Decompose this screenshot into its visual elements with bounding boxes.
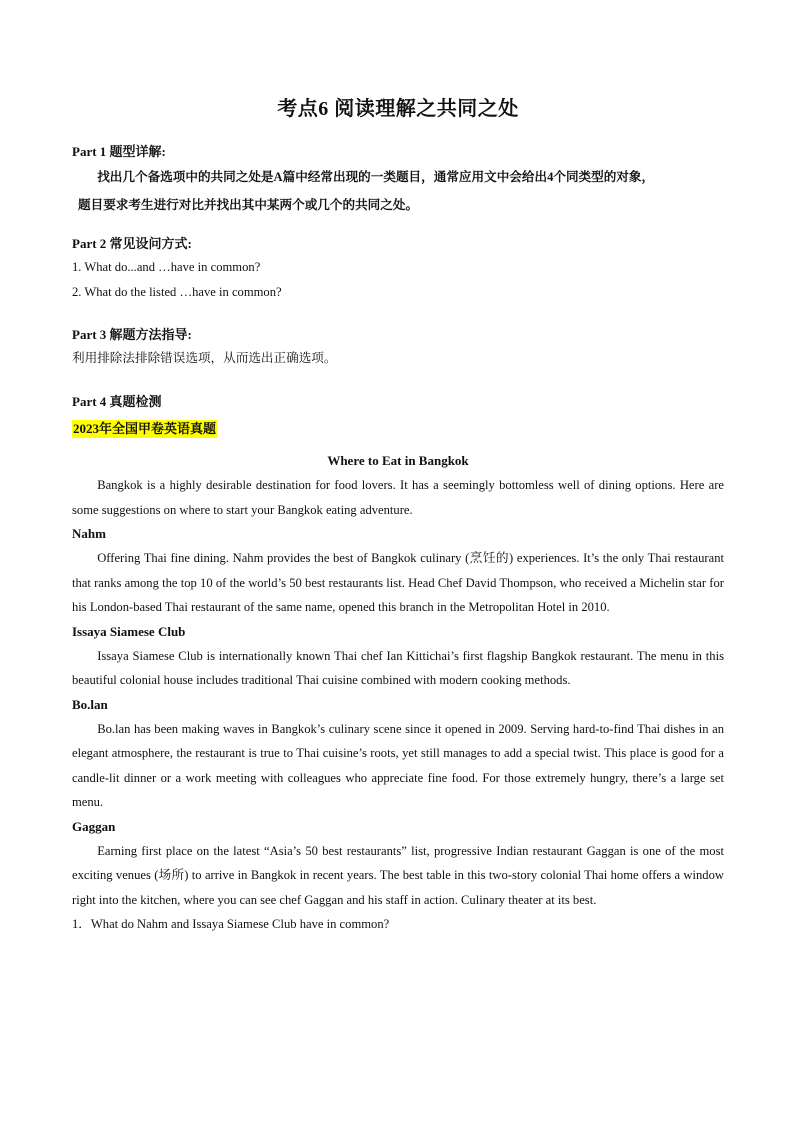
part3-heading: Part 3 解题方法指导:	[72, 327, 192, 342]
section-text-bolan: Bo.lan has been making waves in Bangkok’s culinary scene since it opened in 2009. Serving hard-to-find Thai dishes in an elegant atmosphere, the restaurant is true to Thai cuisine’s roots, yet still manages to add a special twist. This place is good for a candle-lit dinner or a work meeting with colleagues who appreciate fine food. For those extremely hungry, there’s a large set menu.	[72, 721, 724, 809]
section-name-gaggan: Gaggan	[72, 818, 116, 834]
part2-question-1: 1. What do...and …have in common?	[72, 260, 261, 274]
section-name-issaya: Issaya Siamese Club	[72, 623, 186, 639]
document-page	[72, 92, 724, 937]
section-text-gaggan: Earning first place on the latest “Asia’s 50 best restaurants” list, progressive Indian restaurant Gaggan is one of the most exciting venues (场所) to arrive in Bangkok in recent years. The best table in this two-story colonial Thai home offers a window right into the kitchen, where you can see chef Gaggan and his staff in action. Culinary theater at its best.	[72, 843, 724, 907]
section-name-bolan: Bo.lan	[72, 696, 108, 712]
part1-line2: 题目要求考生进行对比并找出其中某两个或几个的共同之处。	[78, 198, 419, 212]
part1-line1: 找出几个备选项中的共同之处是A篇中经常出现的一类题目，通常应用文中会给出4个同类型的对象，	[97, 170, 655, 184]
question-1: 1．What do Nahm and Issaya Siamese Club have in common?	[72, 917, 390, 931]
part4-heading: Part 4 真题检测	[72, 393, 162, 409]
article-intro: Bangkok is a highly desirable destination for food lovers. It has a seemingly bottomless well of dining options. Here are some suggestions on where to start your Bangkok eating adventure.	[72, 478, 724, 517]
part1-heading: Part 1 题型详解:	[72, 144, 166, 159]
section-text-issaya: Issaya Siamese Club is internationally known Thai chef Ian Kittichai’s first flagship Bangkok restaurant. The menu in this beautiful colonial house includes traditional Thai cuisine combined with modern cooking methods.	[72, 648, 724, 687]
section-name-nahm: Nahm	[72, 526, 106, 541]
section-text-nahm: Offering Thai fine dining. Nahm provides the best of Bangkok culinary (烹饪的) experiences. It’s the only Thai restaurant that ranks among the top 10 of the world’s 50 best restaurants list. Head Chef David Thompson, who received a Michelin star for his London-based Thai restaurant of the same name, opened this branch in the Metropolitan Hotel in 2010.	[72, 551, 724, 614]
part2-heading: Part 2 常见设问方式:	[72, 236, 192, 251]
article-title: Where to Eat in Bangkok	[327, 453, 469, 468]
page-title: 考点6 阅读理解之共同之处	[277, 98, 519, 120]
part3-text: 利用排除法排除错误选项，从而选出正确选项。	[72, 351, 337, 365]
exam-tag: 2023年全国甲卷英语真题	[73, 420, 217, 436]
part2-question-2: 2. What do the listed …have in common?	[72, 284, 282, 299]
